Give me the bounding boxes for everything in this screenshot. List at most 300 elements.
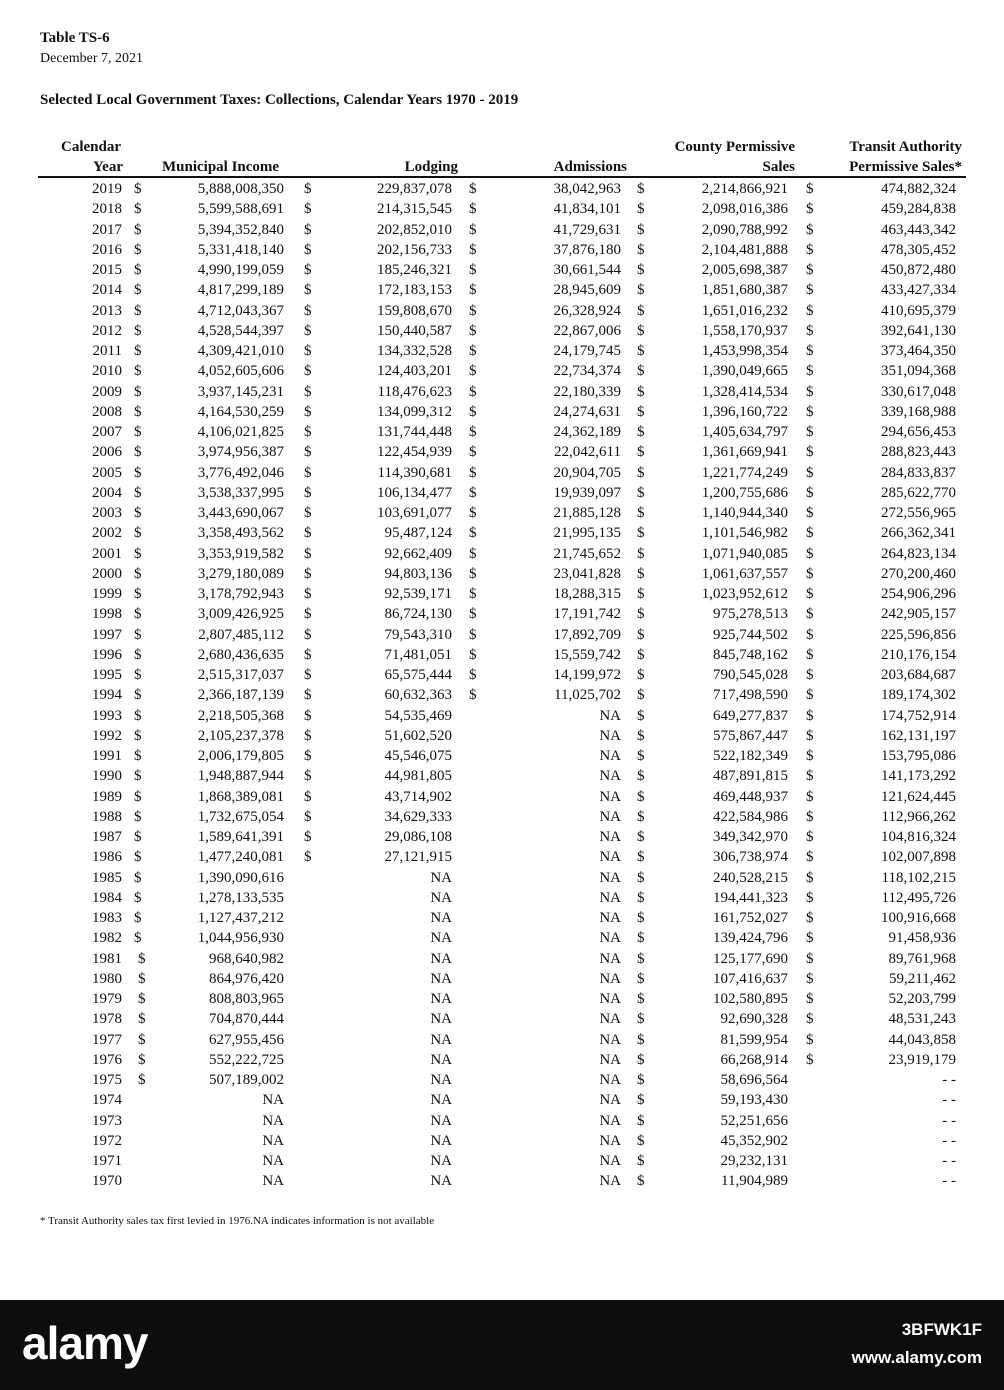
table-row	[0, 564, 1004, 584]
cell-lodging-dollar: $	[304, 626, 312, 643]
cell-year: 1972	[92, 1132, 122, 1149]
cell-year: 1988	[92, 808, 122, 825]
cell-county: 194,441,323	[713, 889, 788, 906]
cell-transit-dollar: $	[806, 282, 814, 299]
cell-lodging: NA	[430, 1153, 452, 1169]
cell-municipal-dollar: $	[134, 282, 142, 299]
cell-county-dollar: $	[637, 201, 645, 218]
cell-municipal-dollar: $	[134, 849, 142, 866]
table-row	[0, 402, 1004, 422]
cell-municipal: 552,222,725	[209, 1051, 284, 1068]
cell-county: 1,390,049,665	[701, 363, 788, 380]
table-row	[0, 665, 1004, 685]
footnote: * Transit Authority sales tax first levied in 1976.NA indicates information is not available	[40, 1215, 435, 1227]
cell-county: 2,104,481,888	[701, 241, 788, 258]
table-row	[0, 301, 1004, 321]
cell-lodging: 54,535,469	[384, 707, 452, 724]
cell-lodging: NA	[430, 1092, 452, 1109]
cell-admissions-dollar: $	[469, 424, 477, 440]
cell-lodging: 65,575,444	[384, 667, 452, 683]
cell-municipal: 1,948,887,944	[197, 768, 284, 785]
cell-transit: 52,203,799	[888, 991, 956, 1007]
cell-transit: 203,684,687	[881, 667, 956, 683]
cell-lodging: 92,662,409	[384, 545, 452, 562]
cell-municipal: 5,331,418,140	[197, 241, 284, 258]
cell-county: 2,098,016,386	[701, 201, 788, 218]
cell-municipal-dollar: $	[134, 221, 142, 238]
cell-county: 1,361,669,941	[701, 444, 788, 461]
cell-admissions-dollar: $	[469, 525, 477, 542]
cell-county: 66,268,914	[720, 1051, 788, 1068]
cell-year: 1987	[92, 829, 122, 845]
header-transit	[849, 137, 962, 177]
cell-admissions-dollar: $	[469, 322, 477, 339]
cell-county-dollar: $	[637, 181, 645, 197]
cell-county-dollar: $	[637, 322, 645, 339]
cell-county: 1,221,774,249	[701, 464, 788, 481]
cell-county: 1,453,998,354	[701, 343, 788, 359]
cell-lodging-dollar: $	[304, 808, 312, 825]
cell-lodging-dollar: $	[304, 181, 312, 197]
cell-admissions: NA	[599, 829, 621, 845]
cell-admissions: 38,042,963	[553, 181, 621, 197]
cell-admissions: 21,885,128	[553, 505, 621, 521]
cell-year: 1994	[92, 687, 122, 704]
cell-lodging: 71,481,051	[384, 646, 452, 663]
cell-transit-dollar: $	[806, 363, 814, 380]
cell-admissions-dollar: $	[469, 201, 477, 218]
cell-transit-dollar: $	[806, 302, 814, 319]
cell-year: 2008	[92, 403, 122, 420]
cell-transit: - -	[942, 1173, 956, 1190]
watermark-logo: alamy	[22, 1317, 148, 1369]
cell-municipal: 1,390,090,616	[197, 869, 284, 886]
cell-lodging-dollar: $	[304, 383, 312, 400]
cell-county-dollar: $	[637, 1132, 645, 1149]
cell-municipal-dollar: $	[134, 788, 142, 805]
cell-transit-dollar: $	[806, 181, 814, 197]
cell-year: 1997	[92, 626, 122, 643]
cell-lodging-dollar: $	[304, 768, 312, 785]
cell-transit-dollar: $	[806, 808, 814, 825]
cell-municipal: 4,712,043,367	[197, 302, 284, 319]
cell-transit-dollar: $	[806, 667, 814, 683]
cell-year: 2012	[92, 322, 122, 339]
cell-transit: - -	[942, 1132, 956, 1149]
cell-transit-dollar: $	[806, 403, 814, 420]
header-lodging: Lodging	[404, 159, 458, 175]
cell-lodging-dollar: $	[304, 829, 312, 845]
table-row	[0, 442, 1004, 462]
cell-county: 1,200,755,686	[701, 484, 788, 501]
cell-admissions-dollar: $	[469, 545, 477, 562]
cell-lodging-dollar: $	[304, 505, 312, 521]
cell-county-dollar: $	[637, 991, 645, 1007]
cell-transit: 162,131,197	[881, 727, 956, 744]
cell-municipal-dollar: $	[134, 464, 142, 481]
cell-county: 975,278,513	[713, 606, 788, 623]
cell-municipal-dollar: $	[134, 484, 142, 501]
watermark-url: www.alamy.com	[851, 1348, 982, 1367]
cell-lodging-dollar: $	[304, 221, 312, 238]
cell-year: 1986	[92, 849, 122, 866]
cell-county-dollar: $	[637, 1011, 645, 1028]
cell-admissions: 15,559,742	[553, 646, 621, 663]
cell-lodging: 106,134,477	[377, 484, 452, 501]
cell-county-dollar: $	[637, 424, 645, 440]
cell-admissions: 14,199,972	[553, 667, 621, 683]
cell-municipal-dollar: $	[138, 991, 146, 1007]
cell-municipal-dollar: $	[134, 403, 142, 420]
cell-county-dollar: $	[637, 241, 645, 258]
cell-transit: 44,043,858	[888, 1031, 956, 1048]
cell-county-dollar: $	[637, 343, 645, 359]
cell-year: 2019	[92, 181, 122, 197]
cell-lodging: 103,691,077	[377, 505, 452, 521]
cell-county: 1,061,637,557	[701, 565, 788, 582]
cell-municipal: 3,009,426,925	[197, 606, 284, 623]
cell-lodging: NA	[430, 1173, 452, 1190]
cell-lodging: 43,714,902	[384, 788, 452, 805]
cell-transit: 153,795,086	[881, 748, 956, 764]
table-row	[0, 868, 1004, 888]
cell-county: 2,214,866,921	[701, 181, 788, 197]
cell-transit-dollar: $	[806, 930, 814, 947]
header-county	[675, 137, 795, 177]
cell-admissions: 19,939,097	[553, 484, 621, 501]
cell-lodging: 51,602,520	[384, 727, 452, 744]
cell-year: 1995	[92, 667, 122, 683]
cell-municipal-dollar: $	[138, 1072, 146, 1088]
cell-lodging: 185,246,321	[377, 262, 452, 278]
table-row	[0, 260, 1004, 280]
cell-municipal-dollar: $	[134, 525, 142, 542]
cell-county-dollar: $	[637, 1153, 645, 1169]
cell-county: 52,251,656	[720, 1112, 788, 1129]
cell-lodging-dollar: $	[304, 667, 312, 683]
cell-municipal: 4,528,544,397	[197, 322, 284, 339]
cell-year: 1970	[92, 1173, 122, 1190]
cell-admissions: 22,734,374	[553, 363, 621, 380]
cell-lodging-dollar: $	[304, 444, 312, 461]
cell-admissions-dollar: $	[469, 484, 477, 501]
cell-municipal: 2,807,485,112	[198, 626, 284, 643]
cell-county-dollar: $	[637, 910, 645, 926]
cell-lodging-dollar: $	[304, 322, 312, 339]
cell-lodging-dollar: $	[304, 343, 312, 359]
cell-county-dollar: $	[637, 363, 645, 380]
table-date: December 7, 2021	[40, 51, 144, 66]
cell-admissions-dollar: $	[469, 343, 477, 359]
cell-county-dollar: $	[637, 1031, 645, 1048]
cell-county: 349,342,970	[713, 829, 788, 845]
cell-municipal: 5,888,008,350	[197, 181, 284, 197]
cell-year: 1996	[92, 646, 122, 663]
header-rule	[38, 176, 966, 178]
table-row	[0, 199, 1004, 219]
table-row	[0, 989, 1004, 1009]
cell-admissions: NA	[599, 768, 621, 785]
cell-county: 2,090,788,992	[701, 221, 788, 238]
cell-municipal-dollar: $	[134, 181, 142, 197]
table-row	[0, 726, 1004, 746]
cell-county: 81,599,954	[720, 1031, 788, 1048]
cell-county: 161,752,027	[713, 910, 788, 926]
cell-transit: - -	[942, 1072, 956, 1088]
cell-year: 1991	[92, 748, 122, 764]
cell-municipal-dollar: $	[134, 505, 142, 521]
cell-municipal-dollar: $	[134, 687, 142, 704]
cell-admissions: 24,274,631	[553, 403, 621, 420]
cell-transit: 112,495,726	[881, 889, 956, 906]
cell-admissions-dollar: $	[469, 302, 477, 319]
cell-year: 1976	[92, 1051, 122, 1068]
cell-admissions: 22,867,006	[553, 322, 621, 339]
cell-municipal: 3,776,492,046	[197, 464, 284, 481]
cell-admissions: 41,834,101	[553, 201, 621, 218]
cell-county: 1,071,940,085	[701, 545, 788, 562]
cell-municipal-dollar: $	[134, 444, 142, 461]
cell-transit-dollar: $	[806, 343, 814, 359]
cell-lodging: 134,332,528	[377, 343, 452, 359]
cell-county: 1,101,546,982	[701, 525, 788, 542]
cell-lodging-dollar: $	[304, 282, 312, 299]
cell-transit: 59,211,462	[889, 970, 956, 987]
cell-lodging-dollar: $	[304, 707, 312, 724]
cell-transit-dollar: $	[806, 1051, 814, 1068]
cell-transit: 330,617,048	[881, 383, 956, 400]
cell-year: 2002	[92, 525, 122, 542]
cell-admissions: 21,745,652	[553, 545, 621, 562]
cell-admissions: 17,191,742	[553, 606, 621, 623]
cell-transit-dollar: $	[806, 262, 814, 278]
cell-admissions: NA	[599, 707, 621, 724]
cell-county-dollar: $	[637, 950, 645, 967]
cell-municipal: 3,538,337,995	[197, 484, 284, 501]
table-row	[0, 1131, 1004, 1151]
cell-transit: 270,200,460	[881, 565, 956, 582]
cell-county-dollar: $	[637, 889, 645, 906]
table-row	[0, 928, 1004, 948]
cell-admissions: NA	[599, 1173, 621, 1190]
cell-admissions: 30,661,544	[553, 262, 621, 278]
cell-county-dollar: $	[637, 808, 645, 825]
cell-municipal-dollar: $	[134, 626, 142, 643]
cell-transit-dollar: $	[806, 991, 814, 1007]
cell-year: 1984	[92, 889, 122, 906]
table-row	[0, 1090, 1004, 1110]
header-county-line1: County Permissive	[674, 139, 795, 155]
cell-admissions-dollar: $	[469, 464, 477, 481]
cell-year: 2010	[92, 363, 122, 380]
cell-admissions: NA	[599, 1031, 621, 1048]
cell-county-dollar: $	[637, 626, 645, 643]
cell-transit: 285,622,770	[881, 484, 956, 501]
cell-transit-dollar: $	[806, 889, 814, 906]
cell-transit: 463,443,342	[881, 221, 956, 238]
cell-admissions: 20,904,705	[553, 464, 621, 481]
cell-municipal: 3,443,690,067	[197, 505, 284, 521]
cell-year: 1983	[92, 910, 122, 926]
cell-county-dollar: $	[637, 525, 645, 542]
header-admissions: Admissions	[553, 159, 627, 175]
cell-admissions: NA	[599, 748, 621, 764]
cell-year: 1978	[92, 1011, 122, 1028]
cell-lodging: NA	[430, 930, 452, 947]
cell-municipal-dollar: $	[134, 262, 142, 278]
cell-municipal: 864,976,420	[209, 970, 284, 987]
cell-transit: 351,094,368	[881, 363, 956, 380]
cell-transit: 339,168,988	[881, 403, 956, 420]
cell-county-dollar: $	[637, 1072, 645, 1088]
cell-transit-dollar: $	[806, 484, 814, 501]
cell-county-dollar: $	[637, 1092, 645, 1109]
cell-lodging: 159,808,670	[377, 302, 452, 319]
cell-transit-dollar: $	[806, 565, 814, 582]
table-body	[0, 179, 1004, 1192]
table-row	[0, 807, 1004, 827]
cell-lodging-dollar: $	[304, 262, 312, 278]
cell-admissions: NA	[599, 970, 621, 987]
cell-municipal: 2,680,436,635	[197, 646, 284, 663]
cell-lodging: 124,403,201	[377, 363, 452, 380]
cell-year: 2006	[92, 444, 122, 461]
table-row	[0, 706, 1004, 726]
cell-municipal: 3,353,919,582	[197, 545, 284, 562]
cell-year: 1977	[92, 1031, 122, 1048]
cell-lodging: NA	[430, 889, 452, 906]
cell-lodging-dollar: $	[304, 849, 312, 866]
cell-transit-dollar: $	[806, 322, 814, 339]
cell-admissions: 18,288,315	[553, 586, 621, 602]
table-row	[0, 523, 1004, 543]
cell-admissions: 11,025,702	[554, 687, 621, 704]
cell-transit: 264,823,134	[881, 545, 956, 562]
cell-municipal-dollar: $	[138, 970, 146, 987]
cell-municipal: NA	[262, 1173, 284, 1190]
cell-transit: 141,173,292	[881, 768, 956, 785]
cell-municipal: 968,640,982	[209, 950, 284, 967]
cell-transit: 266,362,341	[881, 525, 956, 542]
cell-lodging: NA	[430, 1132, 452, 1149]
cell-municipal-dollar: $	[134, 606, 142, 623]
cell-municipal: 4,106,021,825	[197, 424, 284, 440]
header-year	[57, 137, 125, 177]
cell-admissions: NA	[599, 849, 621, 866]
cell-county: 522,182,349	[713, 748, 788, 764]
cell-transit: 100,916,668	[881, 910, 956, 926]
cell-county: 59,193,430	[720, 1092, 788, 1109]
cell-lodging: 60,632,363	[384, 687, 452, 704]
table-row	[0, 645, 1004, 665]
cell-admissions: NA	[599, 1132, 621, 1149]
cell-transit-dollar: $	[806, 727, 814, 744]
cell-county-dollar: $	[637, 849, 645, 866]
cell-lodging: 86,724,130	[384, 606, 452, 623]
cell-transit: 48,531,243	[888, 1011, 956, 1028]
cell-county-dollar: $	[637, 1051, 645, 1068]
table-row	[0, 179, 1004, 199]
cell-year: 1999	[92, 586, 122, 602]
cell-municipal-dollar: $	[138, 1031, 146, 1048]
cell-transit: 433,427,334	[881, 282, 956, 299]
cell-transit: 392,641,130	[881, 322, 956, 339]
table-row	[0, 1009, 1004, 1029]
table-row	[0, 827, 1004, 847]
cell-lodging: 29,086,108	[384, 829, 452, 845]
cell-admissions: NA	[599, 889, 621, 906]
cell-lodging-dollar: $	[304, 586, 312, 602]
table-row	[0, 361, 1004, 381]
table-row	[0, 1171, 1004, 1191]
cell-transit-dollar: $	[806, 788, 814, 805]
cell-municipal: 5,394,352,840	[197, 221, 284, 238]
cell-county: 240,528,215	[713, 869, 788, 886]
table-row	[0, 949, 1004, 969]
cell-county-dollar: $	[637, 667, 645, 683]
cell-admissions: 37,876,180	[553, 241, 621, 258]
cell-lodging: 229,837,078	[377, 181, 452, 197]
cell-county-dollar: $	[637, 768, 645, 785]
cell-county-dollar: $	[637, 282, 645, 299]
cell-year: 1990	[92, 768, 122, 785]
cell-county: 139,424,796	[713, 930, 788, 947]
cell-county: 1,851,680,387	[701, 282, 788, 299]
cell-municipal-dollar: $	[134, 910, 142, 926]
cell-transit: 284,833,837	[881, 464, 956, 481]
cell-transit: - -	[942, 1153, 956, 1169]
cell-year: 2004	[92, 484, 122, 501]
cell-lodging-dollar: $	[304, 363, 312, 380]
cell-admissions: NA	[599, 1051, 621, 1068]
cell-transit-dollar: $	[806, 768, 814, 785]
table-row	[0, 969, 1004, 989]
cell-county: 58,696,564	[720, 1072, 788, 1088]
cell-lodging-dollar: $	[304, 545, 312, 562]
cell-year: 2015	[92, 262, 122, 278]
cell-municipal-dollar: $	[134, 707, 142, 724]
cell-county-dollar: $	[637, 505, 645, 521]
cell-county: 1,405,634,797	[701, 424, 788, 440]
cell-municipal-dollar: $	[134, 302, 142, 319]
cell-transit-dollar: $	[806, 464, 814, 481]
cell-lodging: NA	[430, 1112, 452, 1129]
cell-admissions: 24,179,745	[553, 343, 621, 359]
cell-county: 125,177,690	[713, 950, 788, 967]
cell-admissions-dollar: $	[469, 565, 477, 582]
cell-admissions-dollar: $	[469, 383, 477, 400]
watermark-banner	[0, 1300, 1004, 1390]
cell-lodging: 118,476,623	[377, 383, 452, 400]
cell-admissions: NA	[599, 991, 621, 1007]
cell-municipal-dollar: $	[134, 343, 142, 359]
cell-transit: 174,752,914	[881, 707, 956, 724]
cell-transit: 242,905,157	[881, 606, 956, 623]
cell-county: 306,738,974	[713, 849, 788, 866]
cell-municipal-dollar: $	[134, 667, 142, 683]
cell-admissions: 22,180,339	[553, 383, 621, 400]
cell-transit-dollar: $	[806, 444, 814, 461]
header-county-line2: Sales	[762, 159, 795, 175]
cell-transit-dollar: $	[806, 829, 814, 845]
cell-county: 925,744,502	[713, 626, 788, 643]
cell-municipal: 2,515,317,037	[197, 667, 284, 683]
cell-transit-dollar: $	[806, 1011, 814, 1028]
cell-transit-dollar: $	[806, 626, 814, 643]
cell-municipal: NA	[262, 1112, 284, 1129]
cell-municipal: 507,189,002	[209, 1072, 284, 1088]
cell-admissions: NA	[599, 727, 621, 744]
